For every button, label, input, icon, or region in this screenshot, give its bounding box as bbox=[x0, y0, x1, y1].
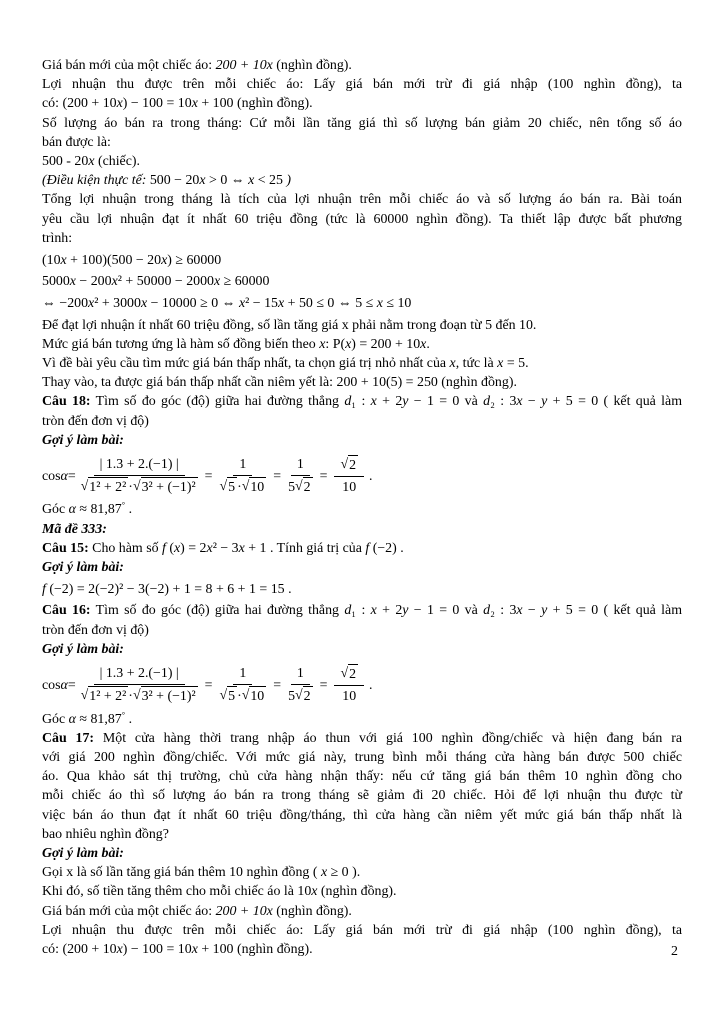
text-line bbox=[42, 520, 682, 539]
text-line bbox=[42, 335, 682, 354]
numerator bbox=[334, 664, 364, 686]
text-run: x bbox=[345, 336, 352, 352]
text-run: Tìm số đo góc (độ) giữa hai đường thẳng bbox=[90, 394, 345, 410]
text-run: 200 + 10x bbox=[215, 903, 273, 919]
formula-text: | 1.3 + 2.(−1) | bbox=[99, 666, 179, 682]
math-text: ² − 15 bbox=[245, 295, 278, 311]
text-run: Câu 16: bbox=[42, 603, 91, 619]
text-run: với giá 200 nghìn đồng/chiếc. Với mức giá này, trung bình mỗi tháng cửa hàng bán được 500 chiếc bbox=[42, 749, 682, 765]
numerator bbox=[94, 455, 185, 476]
radical bbox=[242, 686, 267, 706]
radical-body: 2 bbox=[348, 664, 358, 684]
text-line bbox=[42, 601, 682, 620]
math-run bbox=[162, 541, 266, 556]
math-text: ) ≥ 60000 bbox=[167, 252, 222, 268]
denominator bbox=[81, 476, 198, 497]
math-text: ² + 50000 − 2000 bbox=[117, 274, 214, 290]
radical-body: 2 bbox=[303, 477, 313, 497]
text-line bbox=[42, 500, 682, 519]
denominator bbox=[288, 685, 313, 706]
text-run: Gợi ý làm bài: bbox=[42, 432, 124, 448]
formula-text: = bbox=[67, 468, 76, 484]
text-run: có: bbox=[42, 941, 63, 957]
math-var: x bbox=[116, 96, 123, 112]
math-text: ₂ : 3 bbox=[490, 603, 517, 619]
text-run: Tìm số đo góc (độ) giữa hai đường thẳng bbox=[90, 603, 345, 619]
text-run: Số lượng áo bán ra trong tháng: Cứ mỗi lần tăng giá thì số lượng bán giảm 20 chiếc, nên tổng số áo bbox=[42, 115, 682, 131]
math-var: d bbox=[483, 394, 491, 410]
text-run: ). bbox=[348, 865, 361, 881]
math-var: y bbox=[402, 603, 409, 619]
math-line bbox=[42, 580, 682, 599]
text-run: bán được là: bbox=[42, 134, 111, 150]
text-run: (nghìn đồng). bbox=[233, 96, 313, 112]
math-var: x bbox=[140, 295, 148, 311]
text-run: ≈ 81,87 bbox=[75, 711, 122, 727]
math-var: x bbox=[88, 295, 95, 311]
text-line bbox=[42, 882, 682, 901]
radical-sign: √ bbox=[219, 688, 228, 704]
text-run: x bbox=[449, 356, 456, 372]
text-run: (nghìn đồng). bbox=[272, 903, 352, 919]
math-text: + 5 = 0 bbox=[547, 603, 599, 619]
text-run: việc bán áo thun đạt ít nhất 60 triệu đồng/tháng, thì cửa hàng cần niêm yết mức giá bán thấp nhất là bbox=[42, 807, 682, 823]
math-line bbox=[42, 272, 682, 291]
fraction bbox=[288, 664, 313, 706]
text-line bbox=[42, 921, 682, 940]
text-line bbox=[42, 190, 682, 209]
text-run: x bbox=[319, 336, 326, 352]
equals-sign: = bbox=[273, 468, 282, 484]
math-text: + 2 bbox=[376, 394, 403, 410]
text-run: Một cửa hàng thời trang nhập áo thun với giá 100 nghìn đồng/chiếc và hiện đang bán ra bbox=[94, 730, 682, 746]
formula-terminator: . bbox=[369, 677, 373, 693]
page-number: 2 bbox=[671, 944, 678, 959]
math-var: y bbox=[402, 394, 409, 410]
text-line bbox=[42, 210, 682, 229]
radical bbox=[220, 477, 238, 497]
denominator bbox=[288, 476, 313, 497]
math-text: ₂ : 3 bbox=[490, 394, 517, 410]
text-run: x bbox=[420, 336, 427, 352]
text-run: và bbox=[459, 603, 484, 619]
math-text: + 50 ≤ 0 ⇔ 5 ≤ bbox=[284, 295, 377, 311]
fraction bbox=[81, 455, 198, 497]
denominator bbox=[342, 686, 356, 706]
math-var: x bbox=[161, 252, 168, 268]
fraction bbox=[220, 455, 267, 497]
math-var: x bbox=[173, 540, 181, 556]
text-line bbox=[42, 621, 682, 640]
math-var: x bbox=[213, 274, 221, 290]
text-run: (nghìn đồng). bbox=[233, 941, 313, 957]
text-run: α bbox=[68, 502, 76, 518]
text-line bbox=[42, 114, 682, 133]
math-text: + 5 = 0 bbox=[547, 394, 599, 410]
text-line bbox=[42, 863, 682, 882]
text-line bbox=[42, 940, 682, 959]
text-run: Khi đó, số tiền tăng thêm cho mỗi chiếc áo là 10 bbox=[42, 884, 312, 900]
text-line bbox=[42, 729, 682, 748]
math-text: (200 + 10 bbox=[62, 941, 117, 957]
math-run bbox=[62, 96, 233, 111]
text-line bbox=[42, 786, 682, 805]
math-var: x bbox=[248, 173, 255, 189]
text-line bbox=[42, 902, 682, 921]
text-run: α bbox=[68, 711, 76, 727]
radical-body: 5 bbox=[227, 686, 237, 706]
math-text: − 1 = 0 bbox=[408, 603, 460, 619]
text-run: Gợi ý làm bài: bbox=[42, 641, 124, 657]
equals-sign: = bbox=[319, 677, 328, 693]
text-line bbox=[42, 558, 682, 577]
text-run: Gợi ý làm bài: bbox=[42, 845, 124, 861]
radical-body: 5 bbox=[227, 477, 237, 497]
text-line bbox=[42, 354, 682, 373]
text-run: Góc bbox=[42, 711, 69, 727]
text-line bbox=[42, 171, 682, 190]
math-var: x bbox=[116, 941, 123, 957]
text-run: (nghìn đồng). bbox=[272, 58, 352, 73]
math-text: ² + 3000 bbox=[94, 295, 141, 311]
radical-sign: √ bbox=[132, 479, 141, 495]
numerator bbox=[334, 455, 364, 477]
fraction bbox=[288, 455, 313, 497]
radical-sign: √ bbox=[295, 688, 303, 704]
text-line bbox=[42, 825, 682, 844]
math-text: − bbox=[522, 394, 542, 410]
math-var: d bbox=[344, 394, 352, 410]
text-line bbox=[42, 767, 682, 786]
denominator bbox=[81, 685, 198, 706]
radical bbox=[340, 455, 358, 475]
text-run: . bbox=[426, 336, 430, 352]
text-run: Gợi ý làm bài: bbox=[42, 560, 124, 576]
formula-text: · bbox=[128, 480, 133, 496]
degree-sup: ° bbox=[121, 500, 126, 510]
text-line bbox=[42, 392, 682, 411]
denominator bbox=[220, 476, 267, 497]
formula-text: = bbox=[67, 677, 76, 693]
radical-sign: √ bbox=[80, 688, 89, 704]
math-var: x bbox=[111, 274, 118, 290]
math-var: f bbox=[162, 540, 166, 556]
radical-body: 2 bbox=[348, 455, 358, 475]
text-run: x bbox=[88, 154, 95, 170]
math-var: x bbox=[278, 295, 285, 311]
math-text: − 200 bbox=[75, 274, 112, 290]
text-run: . Tính giá trị của bbox=[266, 540, 366, 556]
formula-text: cos bbox=[42, 468, 61, 484]
text-line bbox=[42, 373, 682, 392]
math-run bbox=[344, 394, 459, 409]
text-line bbox=[42, 748, 682, 767]
radical bbox=[295, 686, 313, 706]
text-run: x bbox=[497, 356, 504, 372]
text-line bbox=[42, 844, 682, 863]
formula-text: · bbox=[237, 689, 242, 705]
radical bbox=[81, 477, 129, 497]
text-run: Câu 18: bbox=[42, 394, 91, 410]
math-run bbox=[321, 865, 349, 880]
math-text: − 1 = 0 bbox=[408, 394, 460, 410]
formula-text: α bbox=[60, 468, 68, 484]
text-run: ( kết quả làm bbox=[598, 394, 683, 410]
text-line bbox=[42, 412, 682, 431]
text-run: tròn đến đơn vị độ) bbox=[42, 622, 149, 638]
numerator bbox=[233, 455, 252, 476]
radical-sign: √ bbox=[80, 479, 89, 495]
text-run: ) bbox=[282, 173, 292, 189]
formula-text: 5 bbox=[288, 480, 296, 496]
text-line bbox=[42, 316, 682, 335]
radical bbox=[133, 477, 198, 497]
formula-text: 5 bbox=[288, 689, 296, 705]
math-text: + 100 bbox=[197, 941, 234, 957]
radical bbox=[133, 686, 198, 706]
math-text: > 0 ⇔ bbox=[205, 173, 249, 189]
math-line bbox=[42, 251, 682, 270]
fraction bbox=[334, 664, 364, 706]
text-run: (Điều kiện thực tế: bbox=[42, 173, 150, 189]
math-var: x bbox=[238, 295, 246, 311]
math-var: x bbox=[516, 603, 523, 619]
text-line bbox=[42, 539, 682, 558]
text-line bbox=[42, 806, 682, 825]
text-run: trình: bbox=[42, 230, 73, 246]
math-var: x bbox=[370, 394, 377, 410]
math-text: + 1 bbox=[244, 540, 267, 556]
radical-body: 1² + 2² bbox=[88, 477, 128, 497]
math-text: + 100)(500 − 20 bbox=[66, 252, 162, 268]
text-run: Mức giá bán tương ứng là hàm số đồng biến theo bbox=[42, 336, 320, 352]
math-var: x bbox=[69, 274, 76, 290]
math-text: (10 bbox=[42, 252, 61, 268]
text-run: Góc bbox=[42, 502, 69, 518]
text-run: Câu 15: bbox=[42, 540, 89, 556]
radical-body: 10 bbox=[249, 477, 266, 497]
math-text: ≥ 0 bbox=[327, 865, 349, 881]
equals-sign: = bbox=[319, 468, 328, 484]
cos-formula bbox=[42, 664, 682, 706]
text-line bbox=[42, 94, 682, 113]
math-text: ( bbox=[165, 540, 174, 556]
text-run: Mã đề 333: bbox=[42, 521, 107, 537]
radical-sign: √ bbox=[340, 457, 349, 473]
math-text: ₁ : bbox=[351, 394, 371, 410]
radical-sign: √ bbox=[219, 479, 228, 495]
formula-text: 10 bbox=[342, 689, 357, 705]
text-run: ( kết quả làm bbox=[598, 603, 683, 619]
text-run: bao nhiêu nghìn đồng? bbox=[42, 826, 169, 842]
math-text: (−2) bbox=[369, 540, 397, 556]
text-run: yêu cầu lợi nhuận đạt ít nhất 60 triệu đồng (tức là 60000 nghìn đồng). Ta thiết lập được bất phương bbox=[42, 211, 682, 227]
math-text: (−2) = 2(−2)² − 3(−2) + 1 = 8 + 6 + 1 = 15 . bbox=[45, 581, 292, 597]
formula-text: 10 bbox=[342, 480, 357, 496]
math-var: x bbox=[320, 865, 328, 881]
equals-sign: = bbox=[273, 677, 282, 693]
math-var: x bbox=[206, 540, 213, 556]
radical bbox=[295, 477, 313, 497]
radical-sign: √ bbox=[295, 479, 303, 495]
radical-body: 3² + (−1)² bbox=[141, 477, 198, 497]
math-var: x bbox=[191, 96, 198, 112]
text-run: có: bbox=[42, 96, 63, 112]
text-run: áo. Qua khảo sát thị trường, chủ cửa hàng nhận thấy: nếu cứ tăng giá bán thêm 10 nghìn đồng cho bbox=[42, 769, 682, 785]
radical-sign: √ bbox=[241, 688, 250, 704]
equals-sign: = bbox=[204, 677, 213, 693]
math-text: < 25 bbox=[254, 173, 283, 189]
formula-text: cos bbox=[42, 677, 61, 693]
math-run bbox=[483, 603, 598, 618]
radical-body: 1² + 2² bbox=[88, 686, 128, 706]
radical-sign: √ bbox=[340, 666, 349, 682]
math-var: x bbox=[238, 540, 245, 556]
text-run: Để đạt lợi nhuận ít nhất 60 triệu đồng, số lần tăng giá x phải nằm trong đoạn từ 5 đến 10. bbox=[42, 317, 537, 333]
math-text: 500 − 20 bbox=[149, 173, 200, 189]
text-run: ) = 200 + 10 bbox=[351, 336, 421, 352]
radical-sign: √ bbox=[241, 479, 250, 495]
math-var: d bbox=[344, 603, 352, 619]
text-run: Vì đề bài yêu cầu tìm mức giá bán thấp nhất, ta chọn giá trị nhỏ nhất của bbox=[42, 356, 450, 372]
text-run: mỗi chiếc áo thì số lượng áo bán ra trong tháng sẽ giảm đi 20 chiếc. Hỏi để lợi nhuận thu được từ bbox=[42, 788, 682, 804]
text-line bbox=[42, 75, 682, 94]
math-text: ) − 100 = 10 bbox=[122, 96, 192, 112]
math-text: 5000 bbox=[42, 274, 70, 290]
radical-body: 2 bbox=[303, 686, 313, 706]
text-run: tròn đến đơn vị độ) bbox=[42, 413, 149, 429]
text-run: Cho hàm số bbox=[88, 540, 163, 556]
radical bbox=[340, 664, 358, 684]
math-run bbox=[344, 603, 459, 618]
fraction bbox=[81, 664, 198, 706]
text-line bbox=[42, 152, 682, 171]
math-text: (200 + 10 bbox=[62, 96, 117, 112]
text-line bbox=[42, 640, 682, 659]
text-run: . bbox=[125, 502, 133, 518]
formula-text: 1 bbox=[239, 457, 247, 473]
fraction bbox=[220, 664, 267, 706]
text-run: , tức là bbox=[455, 356, 498, 372]
math-text: ⇔ −200 bbox=[42, 295, 89, 311]
math-var: x bbox=[370, 603, 377, 619]
formula-text: α bbox=[60, 677, 68, 693]
text-line bbox=[42, 431, 682, 450]
math-var: x bbox=[60, 252, 67, 268]
math-var: d bbox=[483, 603, 491, 619]
math-var: y bbox=[541, 603, 548, 619]
math-text: ≤ 10 bbox=[382, 295, 412, 311]
text-run: (nghìn đồng). bbox=[317, 884, 397, 900]
text-run: x bbox=[311, 884, 318, 900]
text-run: Thay vào, ta được giá bán thấp nhất cần niêm yết là: 200 + 10(5) = 250 (nghìn đồng). bbox=[42, 375, 517, 391]
math-run bbox=[365, 541, 396, 556]
text-run: Tổng lợi nhuận trong tháng là tích của lợi nhuận trên mỗi chiếc áo và số lượng áo bán ra. Bài toán bbox=[42, 192, 682, 208]
text-line bbox=[42, 133, 682, 152]
text-line bbox=[42, 710, 682, 729]
numerator bbox=[291, 455, 310, 476]
math-text: ) = 2 bbox=[180, 540, 207, 556]
math-text: ≥ 60000 bbox=[220, 274, 270, 290]
math-text: ² − 3 bbox=[212, 540, 239, 556]
formula-text: · bbox=[237, 480, 242, 496]
math-run bbox=[62, 942, 233, 957]
formula-text: 1 bbox=[296, 457, 304, 473]
radical bbox=[220, 686, 238, 706]
text-run: . bbox=[396, 540, 404, 556]
text-run: Gọi x là số lần tăng giá bán thêm 10 nghìn đồng ( bbox=[42, 865, 321, 881]
radical-body: 3² + (−1)² bbox=[141, 686, 198, 706]
math-run bbox=[150, 173, 283, 188]
text-run: . bbox=[125, 711, 133, 727]
math-text: − 10000 ≥ 0 ⇔ bbox=[147, 295, 239, 311]
document-body bbox=[42, 56, 682, 959]
math-var: x bbox=[376, 295, 383, 311]
radical-sign: √ bbox=[132, 688, 141, 704]
text-run: 200 + 10x bbox=[215, 58, 273, 73]
formula-text: 1 bbox=[239, 666, 247, 682]
formula-text: | 1.3 + 2.(−1) | bbox=[99, 457, 179, 473]
math-var: f bbox=[42, 581, 46, 597]
math-var: x bbox=[199, 173, 206, 189]
math-var: f bbox=[365, 540, 370, 556]
degree-sup: ° bbox=[121, 709, 126, 719]
text-run: Giá bán mới của một chiếc áo: bbox=[42, 58, 216, 73]
text-run: ≈ 81,87 bbox=[75, 502, 122, 518]
math-text: ₁ : bbox=[351, 603, 371, 619]
math-text: + 100 bbox=[197, 96, 234, 112]
text-run: : P( bbox=[325, 336, 346, 352]
fraction bbox=[334, 455, 364, 497]
math-text: − bbox=[522, 603, 542, 619]
math-var: x bbox=[191, 941, 198, 957]
text-line bbox=[42, 229, 682, 248]
text-run: Câu 17: bbox=[42, 730, 95, 746]
radical bbox=[81, 686, 129, 706]
formula-text: · bbox=[128, 689, 133, 705]
numerator bbox=[94, 664, 185, 685]
cos-formula bbox=[42, 455, 682, 497]
text-run: và bbox=[459, 394, 484, 410]
equals-sign: = bbox=[204, 468, 213, 484]
text-run: 500 - 20 bbox=[42, 154, 89, 170]
math-run bbox=[483, 394, 598, 409]
text-run: Lợi nhuận thu được trên mỗi chiếc áo: Lấy giá bán mới trừ đi giá nhập (100 nghìn đồng), ta bbox=[42, 77, 682, 93]
denominator bbox=[220, 685, 267, 706]
formula-terminator: . bbox=[369, 468, 373, 484]
text-run: = 5. bbox=[503, 356, 529, 372]
math-line bbox=[42, 294, 682, 313]
math-text: + 2 bbox=[376, 603, 403, 619]
denominator bbox=[342, 477, 356, 497]
text-run: Giá bán mới của một chiếc áo: bbox=[42, 903, 216, 919]
math-var: x bbox=[516, 394, 523, 410]
radical-body: 10 bbox=[249, 686, 266, 706]
numerator bbox=[291, 664, 310, 685]
text-run: (chiếc). bbox=[94, 154, 140, 170]
numerator bbox=[233, 664, 252, 685]
radical bbox=[242, 477, 267, 497]
math-var: y bbox=[541, 394, 548, 410]
text-line bbox=[42, 56, 682, 75]
text-run: Lợi nhuận thu được trên mỗi chiếc áo: Lấy giá bán mới trừ đi giá nhập (100 nghìn đồng), ta bbox=[42, 922, 682, 938]
formula-text: 1 bbox=[296, 666, 304, 682]
math-text: ) − 100 = 10 bbox=[122, 941, 192, 957]
